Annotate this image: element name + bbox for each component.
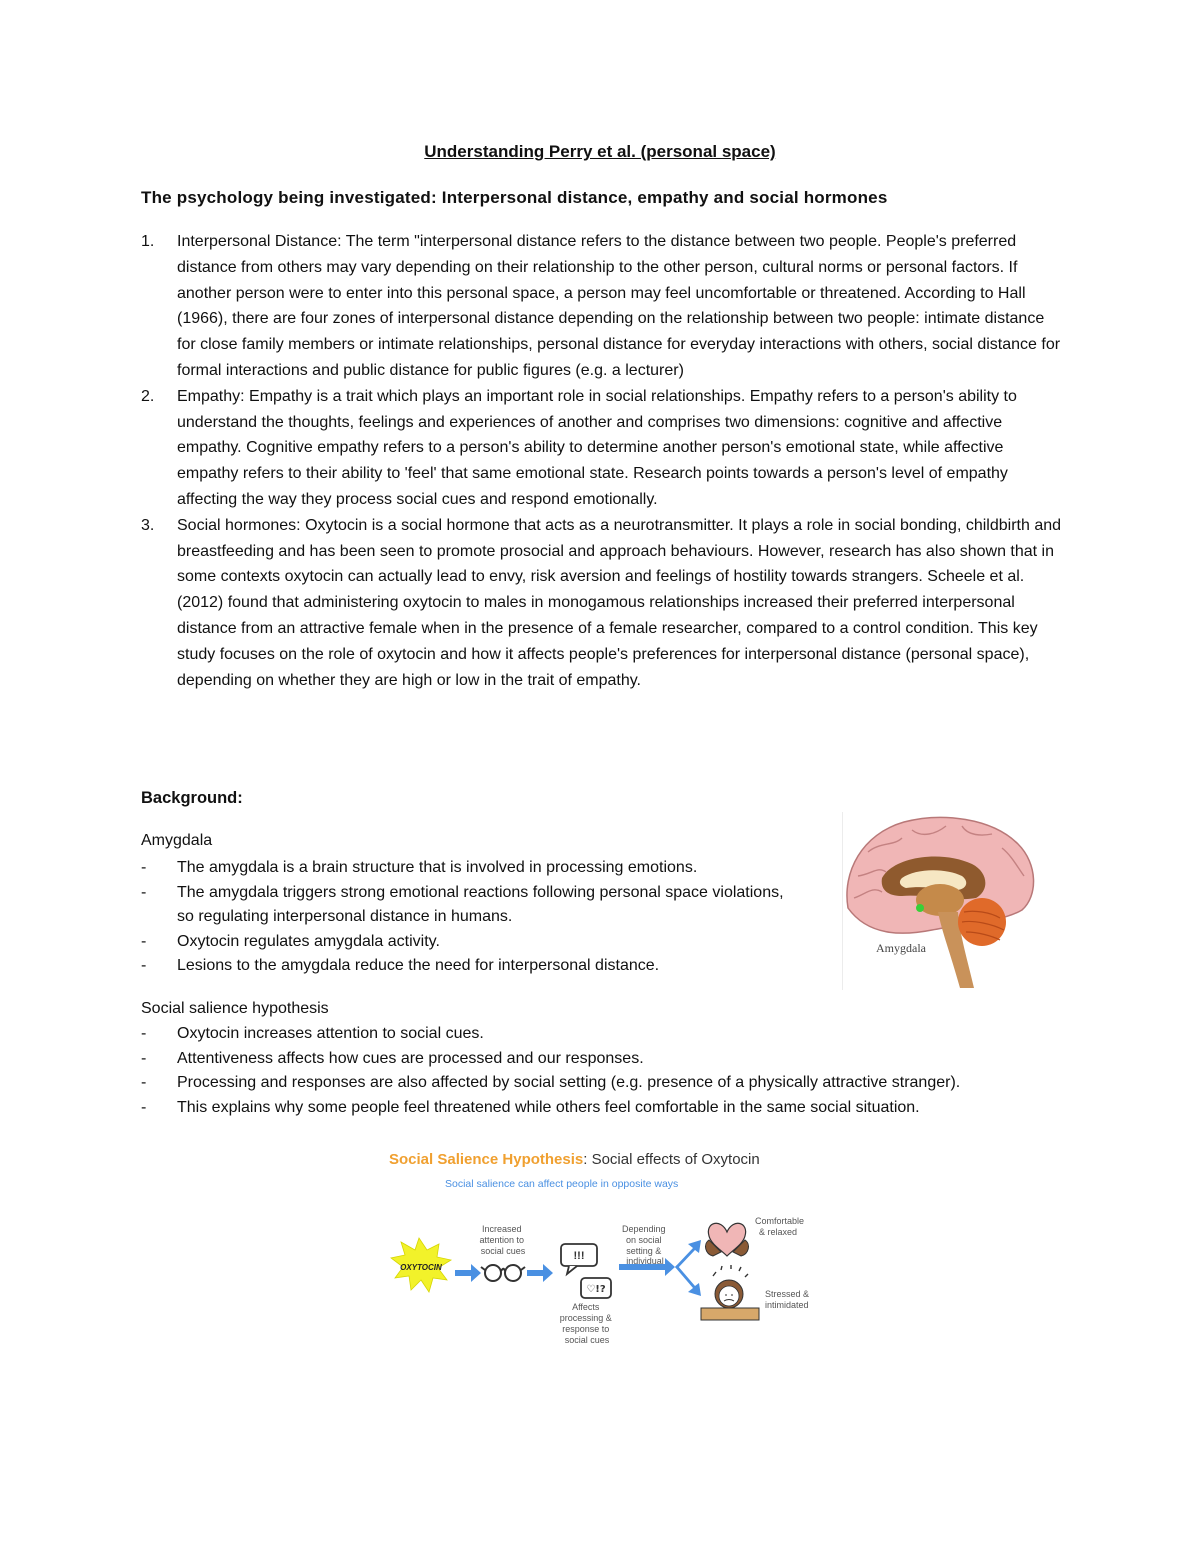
svg-text:♡!?: ♡!? <box>586 1284 606 1295</box>
brain-illustration <box>842 812 1042 990</box>
speech-bubble-icon <box>561 1244 597 1274</box>
list-item: - This explains why some people feel threatened while others feel comfortable in the same social situation. <box>141 1098 920 1116</box>
numbered-item <box>141 229 1061 384</box>
step-attention-text: Increased attention to social cues <box>479 1224 526 1256</box>
svg-text:!!!: !!! <box>573 1250 585 1262</box>
arrow-icon <box>527 1264 553 1282</box>
diagram-title-highlight: Social Salience Hypothesis <box>389 1151 584 1168</box>
comfortable-heart-icon <box>706 1223 749 1256</box>
heart-bubble-icon <box>581 1278 611 1298</box>
item-text: Social hormones: Oxytocin is a social hormone that acts as a neurotransmitter. It plays a role in social bonding, childbirth and breastfeeding and has been seen to promote prosocial and approach behaviours. However, research has also shown that in some contexts oxytocin can actually lead to envy, risk aversion and feelings of hostility towards strangers. Scheele et al. (2012) found that administering oxytocin to males in monogamous relationships increased their preferred interpersonal distance from an attractive female when in the presence of a female researcher, compared to a control condition. This key study focuses on the role of oxytocin and how it affects people's preferences for interpersonal distance (personal space), depending on whether they are high or low in the trait of empathy. <box>177 516 1062 689</box>
social-salience-bullet-list <box>141 1022 1081 1120</box>
outcome-comfortable-text: Comfortable & relaxed <box>755 1216 805 1237</box>
oxytocin-label: OXYTOCIN <box>400 1263 442 1272</box>
stressed-person-icon <box>701 1265 759 1320</box>
item-number: 1. <box>141 233 155 250</box>
numbered-list <box>141 229 1061 693</box>
list-item: - Attentiveness affects how cues are processed and our responses. <box>141 1049 644 1067</box>
numbered-item <box>141 513 1061 694</box>
amygdala-figure-label: Amygdala <box>876 941 926 955</box>
item-text: Interpersonal Distance: The term "interpersonal distance refers to the distance between two people. People's preferred distance from others may vary depending on their relationship to the other person, cultural norms or personal factors. If another person were to enter into this personal space, a person may feel uncomfortable or threatened. According to Hall (1966), there are four zones of interpersonal distance depending on the relationship between two people: intimate distance for close family members or intimate relationships, personal distance for everyday interactions with others, social distance for formal interactions and public distance for public figures (e.g. a lecturer) <box>177 233 1061 379</box>
svg-text:Social Salience Hypothesis: So <box>389 1151 760 1168</box>
list-item: - Oxytocin increases attention to social cues. <box>141 1025 484 1042</box>
list-item: - Lesions to the amygdala reduce the need for interpersonal distance. <box>141 957 660 974</box>
list-item: - Oxytocin regulates amygdala activity. <box>141 932 440 950</box>
social-salience-diagram <box>375 1140 835 1355</box>
list-item: - The amygdala is a brain structure that is involved in processing emotions. <box>141 859 698 876</box>
diagram-subtitle: Social salience can affect people in opposite ways <box>445 1178 679 1190</box>
glasses-icon <box>481 1265 525 1281</box>
social-salience-heading: Social salience hypothesis <box>141 1000 329 1017</box>
item-number: 3. <box>141 516 155 534</box>
step-depending-text: Depending on social setting & individual <box>621 1224 666 1266</box>
arrow-icon <box>455 1264 481 1282</box>
list-item: - Processing and responses are also affected by social setting (e.g. presence of a physically attractive stranger). <box>141 1074 961 1091</box>
amygdala-bullet-list <box>141 856 801 979</box>
background-heading: Background: <box>141 789 243 807</box>
step-affects-text: Affects processing & response to social cues <box>559 1302 612 1345</box>
page-subtitle: The psychology being investigated: Interpersonal distance, empathy and social hormones <box>141 188 888 207</box>
diagram-title-rest: : Social effects of Oxytocin <box>583 1151 760 1168</box>
list-item: - The amygdala triggers strong emotional reactions following personal space violations, so regulating interpersonal distance in humans. <box>141 883 784 925</box>
amygdala-heading: Amygdala <box>141 832 213 849</box>
outcome-stressed-text: Stressed & intimidated <box>765 1289 810 1310</box>
numbered-item <box>141 384 1061 513</box>
item-number: 2. <box>141 387 155 405</box>
page-title: Understanding Perry et al. (personal space) <box>424 142 776 161</box>
item-text: Empathy: Empathy is a trait which plays an important role in social relationships. Empathy refers to a person's ability to understand the thoughts, feelings and experiences of another and comprises two dimensions: cognitive and affective empathy. Cognitive empathy refers to a person's ability to determine another person's emotional state, while affective empathy refers to their ability to 'feel' that same emotional state. Research points towards a person's level of empathy affecting the way they process social cues and respond emotionally. <box>177 387 1017 508</box>
